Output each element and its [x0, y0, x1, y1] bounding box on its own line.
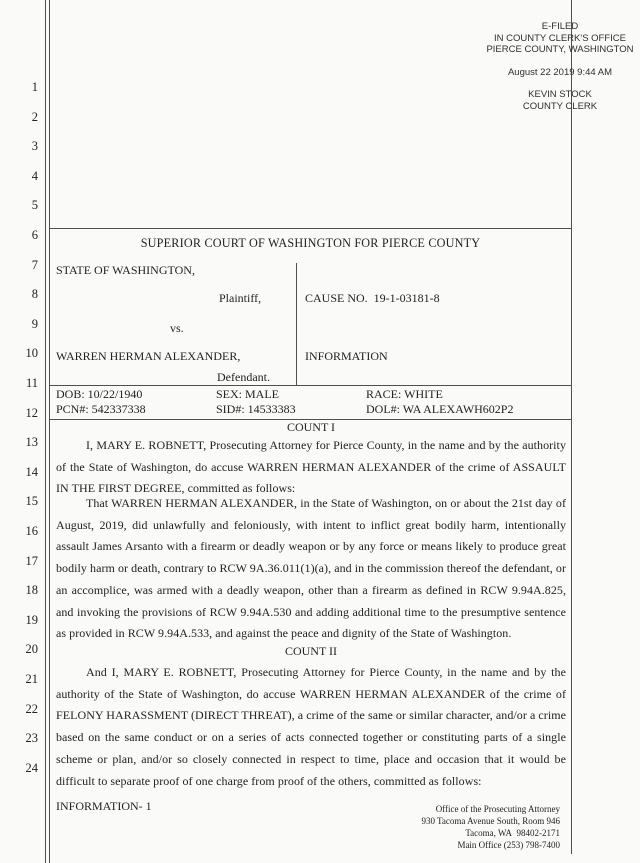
pleading-left-rule	[45, 0, 50, 863]
line-number: 5	[31, 198, 38, 213]
line-number: 17	[25, 553, 38, 568]
document-title: INFORMATION	[305, 349, 388, 363]
line-number: 19	[25, 612, 38, 627]
line-number: 7	[31, 257, 38, 272]
line-number: 3	[31, 139, 38, 154]
line-number: 18	[25, 583, 38, 598]
address-line: Office of the Prosecuting Attorney	[435, 804, 560, 814]
line-number: 4	[31, 168, 38, 183]
count-1-paragraph-1: I, MARY E. ROBNETT, Prosecuting Attorney for Pierce County, in the name and by the authority of the State of Washington, do accuse WARREN HERMAN ALEXANDER of the crime of ASSAULT IN THE FIRST DEGREE, committed as follows:	[56, 438, 566, 496]
defendant-designation: Defendant.	[217, 370, 270, 384]
efiling-stamp	[440, 21, 640, 112]
sid-field: SID#: 14533383	[216, 402, 296, 416]
count-1-paragraph-2: That WARREN HERMAN ALEXANDER, in the State of Washington, on or about the 21st day of August, 2019, did unlawfully and feloniously, with intent to inflict great bodily harm, intentionally assault James Arsanto with a firearm or deadly weapon or by any force or means likely to produce great bodily harm or death, contrary to RCW 9A.36.011(1)(a), and in the commission thereof the defendant, or an accomplice, was armed with a deadly weapon, other than a firearm as defined in RCW 9.94A.825, and invoking the provisions of RCW 9.94A.530 and adding additional time to the presumptive sentence as provided in RCW 9.94A.533, and against the peace and dignity of the State of Washington.	[56, 496, 566, 641]
address-line: Main Office (253) 798-7400	[457, 840, 560, 850]
cause-number: CAUSE NO. 19-1-03181-8	[305, 291, 440, 305]
line-number: 2	[31, 109, 38, 124]
line-number: 1	[31, 80, 38, 94]
line-number: 23	[25, 731, 38, 746]
address-line: 930 Tacoma Avenue South, Room 946	[421, 816, 560, 826]
line-number: 20	[25, 642, 38, 657]
address-line: Tacoma, WA 98402-2171	[465, 828, 560, 838]
line-number: 13	[25, 435, 38, 450]
sex-field: SEX: MALE	[216, 387, 279, 401]
line-number: 6	[31, 228, 38, 242]
clerk-title: COUNTY CLERK	[522, 100, 598, 112]
line-number: 11	[25, 376, 38, 390]
pleading-line-numbers	[0, 0, 39, 863]
clerk-office-line: IN COUNTY CLERK'S OFFICE	[493, 32, 627, 44]
versus-label: vs.	[170, 321, 184, 335]
filed-datetime: August 22 2019 9:44 AM	[507, 66, 613, 78]
line-number: 21	[25, 672, 38, 686]
count-1-heading: COUNT I	[286, 420, 336, 434]
race-field: RACE: WHITE	[366, 387, 443, 401]
caption-top-rule	[49, 228, 572, 229]
plaintiff-designation: Plaintiff,	[219, 291, 262, 305]
prosecutor-office-address	[320, 803, 560, 851]
count-2-paragraph-1: And I, MARY E. ROBNETT, Prosecuting Attorney for Pierce County, in the name and by the authority of the State of Washington, do accuse WARREN HERMAN ALEXANDER of the crime of FELONY HARASSMENT (DIRECT THREAT), a crime of the same or similar character, and/or a crime based on the same conduct or on a series of acts connected together or constituting parts of a single scheme or plan, and/or so closely connected in respect to time, place and occasion that it would be difficult to separate proof of one charge from proof of the others, committed as follows:	[56, 665, 566, 788]
dol-field: DOL#: WA ALEXAWH602P2	[366, 402, 514, 416]
clerk-office-line: PIERCE COUNTY, WASHINGTON	[486, 44, 634, 55]
defendant-info-top-rule	[49, 385, 572, 386]
line-number: 22	[25, 701, 38, 716]
page-label: INFORMATION- 1	[56, 799, 152, 813]
dob-field: DOB: 10/22/1940	[56, 387, 143, 401]
line-number: 9	[31, 316, 38, 331]
count-2-heading: COUNT II	[284, 644, 338, 658]
line-number: 10	[25, 346, 38, 361]
line-number: 16	[25, 524, 38, 538]
efiled-label: E-FILED	[541, 21, 579, 32]
plaintiff-name: STATE OF WASHINGTON,	[56, 263, 195, 277]
line-number: 8	[31, 287, 38, 302]
line-number: 14	[25, 464, 38, 479]
court-title: SUPERIOR COURT OF WASHINGTON FOR PIERCE COUNTY	[140, 236, 481, 250]
line-number: 15	[25, 494, 38, 509]
line-number: 24	[25, 760, 38, 775]
clerk-name: KEVIN STOCK	[528, 89, 592, 100]
pcn-field: PCN#: 542337338	[56, 402, 146, 416]
defendant-name: WARREN HERMAN ALEXANDER,	[56, 349, 241, 363]
caption-divider-rule	[296, 263, 297, 385]
line-number: 12	[25, 405, 38, 420]
pleading-right-rule	[571, 0, 572, 854]
